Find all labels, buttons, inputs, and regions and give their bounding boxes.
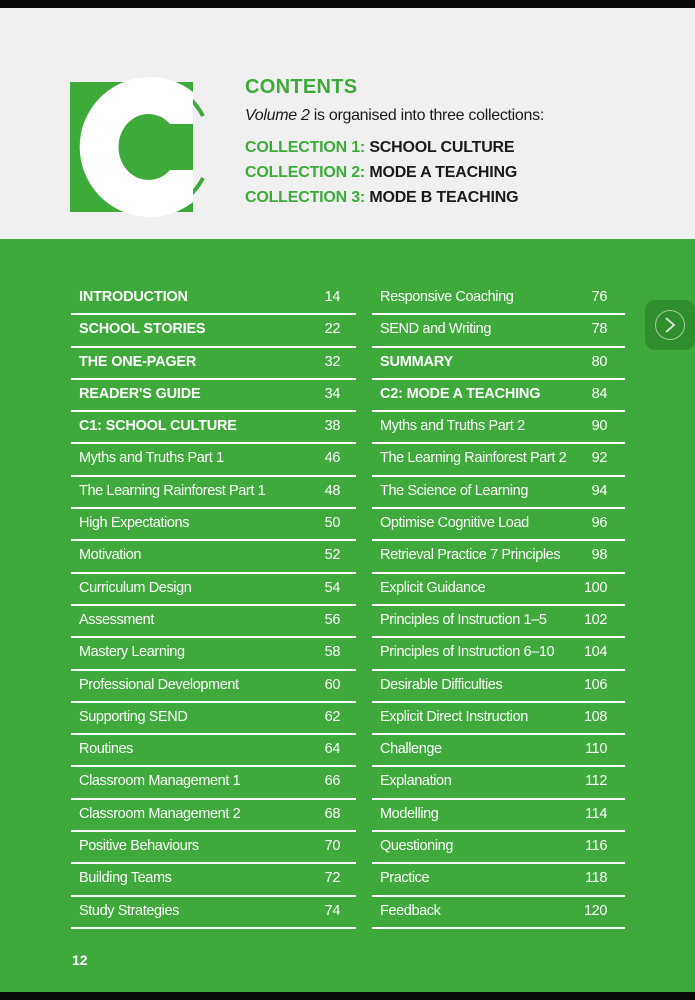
toc-row[interactable] [71,444,356,476]
volume-name: Volume 2 [245,107,310,124]
toc-page: 46 [324,450,340,467]
toc-row[interactable] [372,832,625,864]
toc-title: The Science of Learning [380,482,528,499]
toc-row[interactable] [372,638,625,670]
collection-name: MODE B TEACHING [365,189,519,206]
toc-row[interactable] [71,703,356,735]
toc-row[interactable] [71,315,356,347]
chevron-right-icon [664,316,676,334]
toc-page: 52 [324,547,340,564]
toc-title: THE ONE-PAGER [79,353,197,370]
toc-page: 94 [591,482,607,499]
toc-row[interactable] [71,897,356,929]
toc-row[interactable] [71,509,356,541]
letter-c-icon [70,72,216,222]
toc-title: Classroom Management 2 [79,805,241,822]
toc-row[interactable] [372,800,625,832]
toc-row[interactable] [372,412,625,444]
toc-title: Building Teams [79,870,172,887]
toc-title: Assessment [79,611,154,628]
toc-row[interactable] [71,800,356,832]
intro-rest: is organised into three collections: [309,107,544,124]
toc-row[interactable] [71,735,356,767]
toc-page: 32 [324,353,340,370]
toc-page: 96 [591,515,607,532]
toc-page: 48 [324,482,340,499]
toc-title: Study Strategies [79,902,179,919]
toc-title: Classroom Management 1 [79,773,241,790]
toc-title: Questioning [380,838,453,855]
toc-title: SEND and Writing [380,321,491,338]
toc-page: 110 [585,741,607,758]
toc-title: Myths and Truths Part 2 [380,418,525,435]
toc-page: 56 [324,611,340,628]
toc-title: Explicit Guidance [380,579,486,596]
toc-title: Motivation [79,547,142,564]
toc-row[interactable] [372,864,625,896]
book-page [0,8,695,992]
toc-title: Professional Development [79,676,239,693]
toc-title: Responsive Coaching [380,289,514,305]
toc-page: 102 [584,611,607,628]
toc-row[interactable] [372,283,625,315]
toc-panel [0,239,695,992]
toc-row[interactable] [372,444,625,476]
toc-row[interactable] [372,606,625,638]
toc-page: 104 [584,644,607,661]
toc-page: 76 [591,289,607,305]
toc-page: 120 [584,902,607,919]
collection-label: COLLECTION 2: [245,164,366,181]
toc-title: Curriculum Design [79,579,192,596]
toc-title: SCHOOL STORIES [79,321,206,338]
toc-title: High Expectations [79,515,190,532]
toc-title: Myths and Truths Part 1 [79,450,224,467]
next-page-button[interactable] [645,300,695,350]
toc-page: 14 [324,289,340,305]
toc-row[interactable] [71,606,356,638]
toc-page: 84 [591,385,607,402]
toc-row[interactable] [71,541,356,573]
toc-title: C2: MODE A TEACHING [380,385,541,402]
toc-page: 62 [324,708,340,725]
toc-title: Modelling [380,805,439,822]
toc-title: Feedback [380,902,441,919]
toc-page: 70 [324,838,340,855]
toc-page: 58 [324,644,340,661]
toc-page: 116 [585,838,607,855]
toc-row[interactable] [372,671,625,703]
toc-column-right [372,283,625,929]
collection-1 [245,139,518,164]
toc-page: 22 [324,321,340,338]
toc-title: Retrieval Practice 7 Principles [380,547,561,564]
toc-row[interactable] [372,315,625,347]
toc-row[interactable] [71,412,356,444]
toc-page: 114 [585,805,607,822]
collection-name: MODE A TEACHING [365,164,518,181]
toc-page: 50 [324,515,340,532]
toc-row[interactable] [71,574,356,606]
toc-page: 64 [324,741,340,758]
toc-row[interactable] [372,509,625,541]
toc-row[interactable] [71,380,356,412]
toc-page: 60 [324,676,340,693]
collection-2 [245,164,518,189]
toc-page: 106 [584,676,607,693]
toc-page: 80 [591,353,607,370]
toc-title: Routines [79,741,134,758]
toc-row[interactable] [372,703,625,735]
toc-page: 100 [584,579,607,596]
toc-title: Mastery Learning [79,644,185,661]
toc-title: Principles of Instruction 6–10 [380,644,555,661]
toc-page: 38 [324,418,340,435]
page-number: 12 [72,952,88,968]
toc-page: 90 [591,418,607,435]
toc-row[interactable] [71,348,356,380]
toc-title: Explicit Direct Instruction [380,708,528,725]
toc-row[interactable] [71,832,356,864]
intro-text [245,107,544,125]
toc-title: Supporting SEND [79,708,188,725]
toc-page: 72 [324,870,340,887]
collection-3 [245,189,518,214]
toc-title: C1: SCHOOL CULTURE [79,418,237,435]
toc-page: 68 [324,805,340,822]
toc-title: INTRODUCTION [79,289,188,305]
toc-page: 66 [324,773,340,790]
toc-row[interactable] [372,574,625,606]
collections-list [245,139,518,214]
toc-title: SUMMARY [380,353,453,370]
toc-page: 92 [591,450,607,467]
toc-row[interactable] [372,541,625,573]
contents-header [0,8,695,239]
toc-title: Challenge [380,741,442,758]
toc-title: The Learning Rainforest Part 2 [380,450,567,467]
toc-page: 54 [324,579,340,596]
collection-label: COLLECTION 1: [245,139,366,156]
toc-page: 98 [591,547,607,564]
toc-row[interactable] [372,735,625,767]
toc-title: READER'S GUIDE [79,385,201,402]
toc-page: 112 [585,773,607,790]
toc-row[interactable] [372,767,625,799]
toc-title: Desirable Difficulties [380,676,503,693]
toc-page: 118 [585,870,607,887]
toc-title: Practice [380,870,430,887]
toc-row[interactable] [71,864,356,896]
toc-title: Explanation [380,773,452,790]
toc-title: Positive Behaviours [79,838,199,855]
toc-page: 108 [584,708,607,725]
toc-column-left [71,283,356,929]
collection-name: SCHOOL CULTURE [365,139,515,156]
toc-title: The Learning Rainforest Part 1 [79,482,266,499]
toc-title: Optimise Cognitive Load [380,515,529,532]
toc-title: Principles of Instruction 1–5 [380,611,547,628]
toc-row[interactable] [71,283,356,315]
toc-row[interactable] [372,348,625,380]
toc-row[interactable] [71,767,356,799]
toc-page: 34 [324,385,340,402]
toc-row[interactable] [71,477,356,509]
toc-page: 78 [591,321,607,338]
collection-label: COLLECTION 3: [245,189,366,206]
toc-row[interactable] [372,897,625,929]
toc-row[interactable] [71,671,356,703]
toc-row[interactable] [372,477,625,509]
toc-row[interactable] [71,638,356,670]
contents-title: CONTENTS [245,76,358,98]
toc-row[interactable] [372,380,625,412]
toc-page: 74 [324,902,340,919]
